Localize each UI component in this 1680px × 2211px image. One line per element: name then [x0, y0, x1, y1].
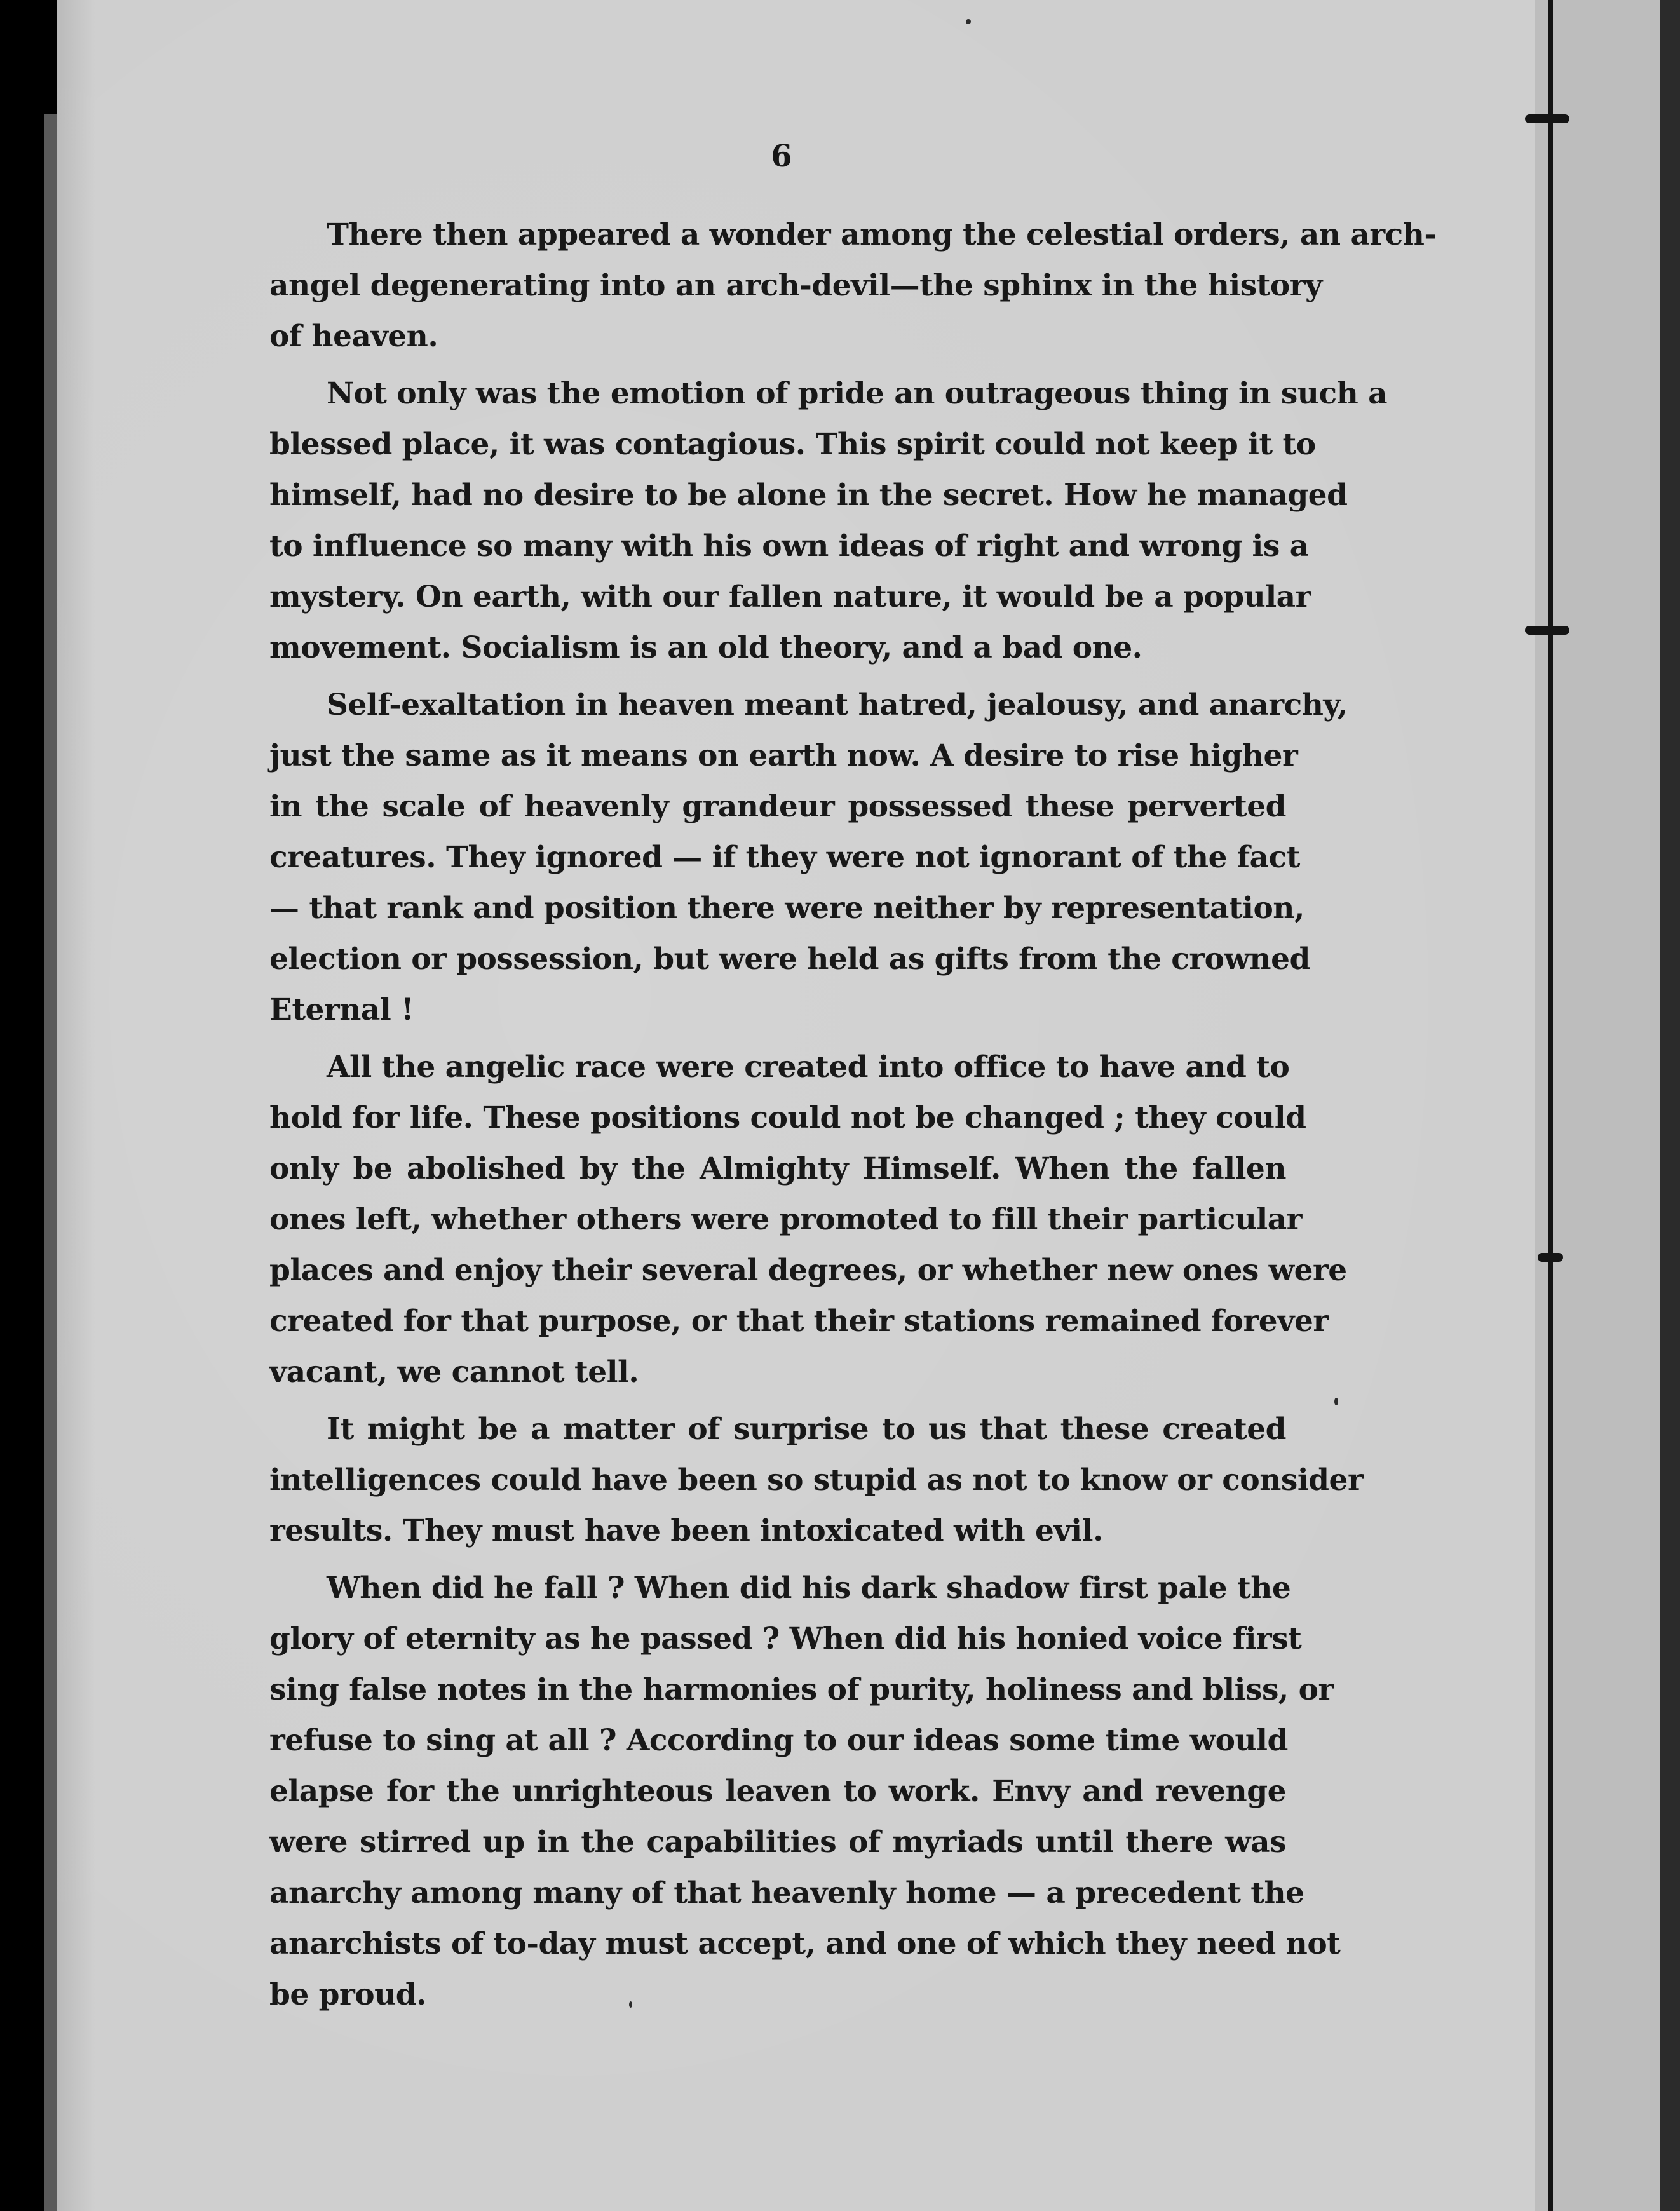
- text-line: results. They must have been intoxicated with evil.: [269, 1513, 1103, 1548]
- text-line: anarchists of to-day must accept, and one of which they need not: [269, 1926, 1341, 1961]
- paragraph: [269, 1404, 1364, 1557]
- text-line: election or possession, but were held as gifts from the crowned: [269, 942, 1310, 977]
- text-line: It might be a matter of surprise to us that these created: [327, 1412, 1286, 1447]
- text-line: — that rank and position there were neither by representation,: [269, 891, 1304, 926]
- text-line: hold for life. These positions could not be changed ; they could: [269, 1100, 1306, 1135]
- binding-line: [1548, 0, 1553, 2211]
- paragraph: [269, 680, 1348, 1036]
- text-line: anarchy among many of that heavenly home — a precedent the: [269, 1876, 1304, 1910]
- text-line: Eternal !: [269, 992, 414, 1027]
- text-line: blessed place, it was contagious. This spirit could not keep it to: [269, 427, 1316, 462]
- text-line: All the angelic race were created into office to have and to: [327, 1050, 1290, 1085]
- text-line: creatures. They ignored — if they were not ignorant of the fact: [269, 840, 1300, 875]
- paragraph: [269, 368, 1388, 673]
- text-line: in the scale of heavenly grandeur possessed these perverted: [269, 789, 1286, 824]
- paragraph-gap: [269, 1036, 1286, 1042]
- binding-mark: [1538, 1253, 1563, 1262]
- text-line: Self-exaltation in heaven meant hatred, jealousy, and anarchy,: [327, 687, 1348, 722]
- text-line: created for that purpose, or that their stations remained forever: [269, 1304, 1329, 1339]
- text-line: just the same as it means on earth now. A desire to rise higher: [269, 738, 1298, 773]
- ink-speck: [966, 19, 971, 24]
- ink-speck: [1334, 1398, 1338, 1405]
- text-line: When did he fall ? When did his dark shadow first pale the: [327, 1571, 1291, 1606]
- text-line: were stirred up in the capabilities of myriads until there was: [269, 1825, 1286, 1860]
- paragraph: [269, 1563, 1341, 2020]
- text-line: places and enjoy their several degrees, or whether new ones were: [269, 1253, 1347, 1288]
- text-line: of heaven.: [269, 319, 438, 354]
- text-line: Not only was the emotion of pride an outrageous thing in such a: [327, 376, 1388, 411]
- scan-right-edge: [1660, 0, 1680, 2211]
- text-line: refuse to sing at all ? According to our ideas some time would: [269, 1723, 1288, 1758]
- page-left-edge: [44, 114, 58, 2211]
- text-line: glory of eternity as he passed ? When did his honied voice first: [269, 1621, 1302, 1656]
- page-body-text: [269, 210, 1437, 2020]
- paragraph-gap: [269, 362, 1286, 368]
- paragraph: [269, 210, 1437, 362]
- paragraph-gap: [269, 1398, 1286, 1404]
- text-line: himself, had no desire to be alone in the secret. How he managed: [269, 478, 1348, 513]
- text-line: elapse for the unrighteous leaven to work. Envy and revenge: [269, 1774, 1286, 1809]
- text-line: to influence so many with his own ideas of right and wrong is a: [269, 529, 1309, 564]
- text-line: be proud.: [269, 1977, 427, 2012]
- page-number: 6: [771, 139, 792, 174]
- binding-mark: [1525, 114, 1569, 123]
- paragraph-gap: [269, 1557, 1286, 1563]
- text-line: vacant, we cannot tell.: [269, 1355, 639, 1389]
- text-line: only be abolished by the Almighty Himself. When the fallen: [269, 1151, 1286, 1186]
- text-line: ones left, whether others were promoted to fill their particular: [269, 1202, 1302, 1237]
- adjacent-page-strip: [1535, 0, 1680, 2211]
- binding-mark: [1525, 626, 1569, 635]
- paragraph-gap: [269, 673, 1286, 680]
- text-line: There then appeared a wonder among the celestial orders, an arch-: [327, 217, 1437, 252]
- text-line: movement. Socialism is an old theory, and a bad one.: [269, 630, 1142, 665]
- paragraph: [269, 1042, 1347, 1398]
- text-line: mystery. On earth, with our fallen nature, it would be a popular: [269, 579, 1311, 614]
- text-line: angel degenerating into an arch-devil—the sphinx in the history: [269, 268, 1322, 303]
- text-line: sing false notes in the harmonies of purity, holiness and bliss, or: [269, 1672, 1334, 1707]
- text-line: intelligences could have been so stupid as not to know or consider: [269, 1463, 1364, 1498]
